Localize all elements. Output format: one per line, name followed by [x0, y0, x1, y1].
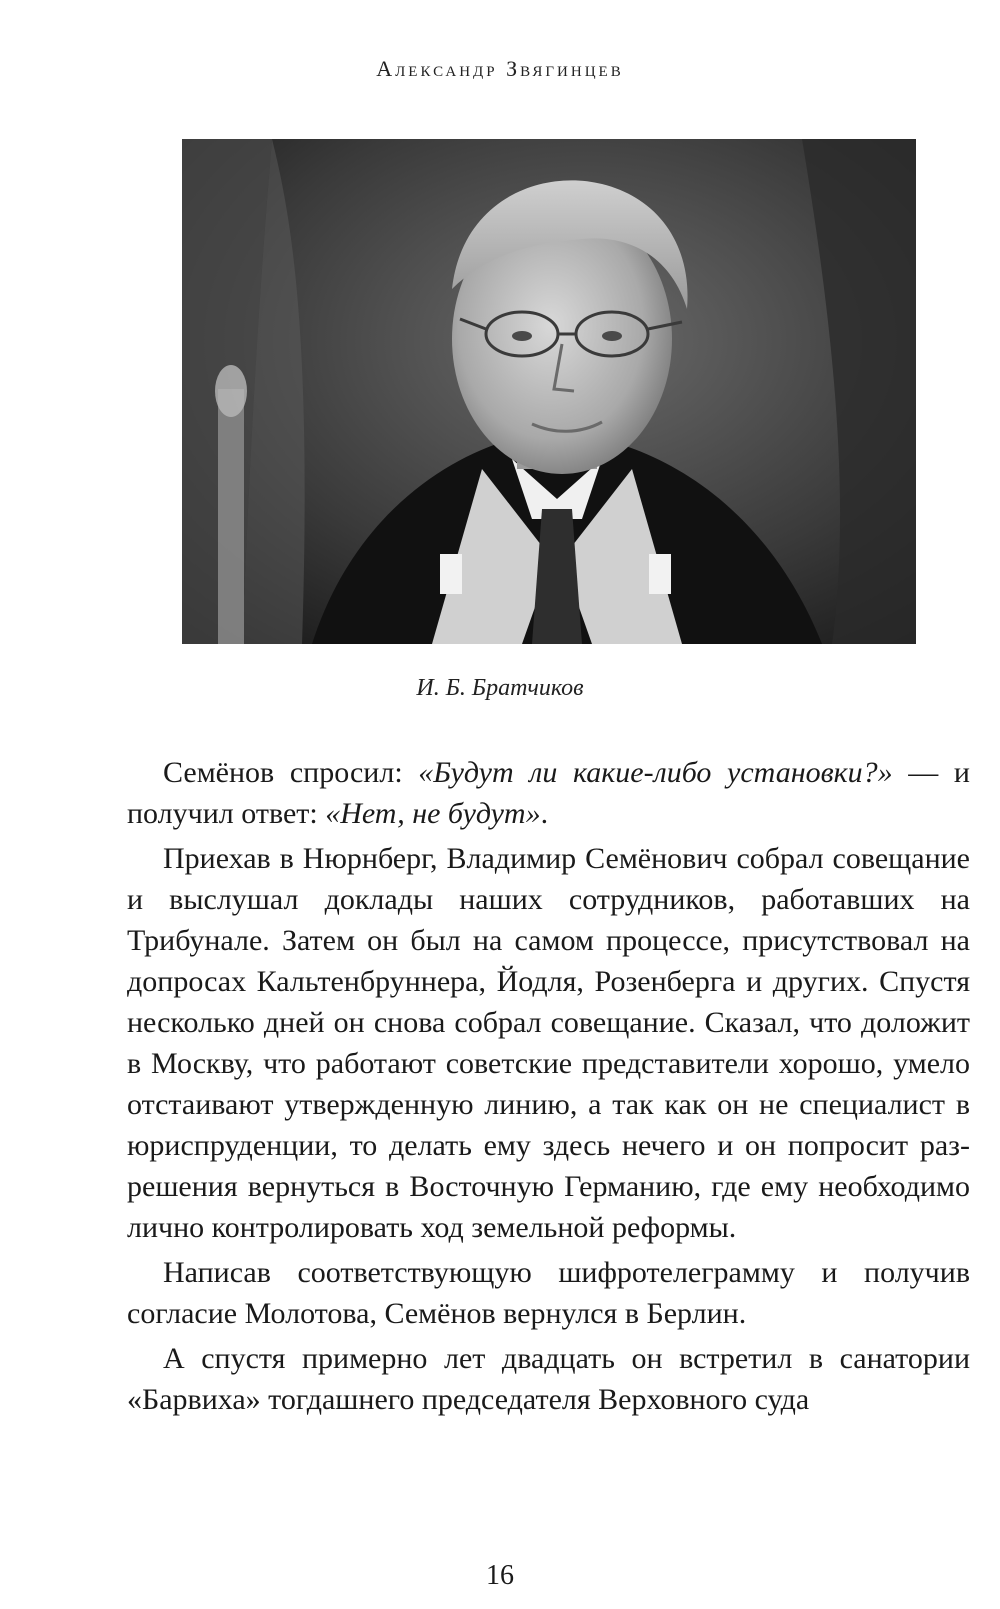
running-head: Александр Звягинцев: [376, 56, 624, 81]
portrait-photo: [182, 139, 916, 644]
paragraph-1: [127, 752, 970, 834]
body-text: [127, 752, 970, 1424]
paragraph-3: Написав соответствующую шифротелеграмму и получив согласие Молотова, Семёнов вернулся в Берлин.: [127, 1256, 970, 1330]
paragraph-1-text-c: .: [540, 797, 549, 830]
page-number: 16: [486, 1560, 514, 1591]
paragraph-1-quote-b: «Нет, не будут»: [325, 797, 541, 830]
paragraph-1-text-a: Семёнов спросил:: [163, 756, 419, 789]
paragraph-4: А спустя примерно лет двадцать он встретил в санатории «Барвиха» тогдашнего председателя Верховного суда: [127, 1342, 970, 1416]
paragraph-1-text-b: — и получил ответ:: [127, 756, 970, 830]
paragraph-1-quote-a: «Будут ли какие-либо установки?»: [418, 756, 893, 789]
photo-caption: И. Б. Братчиков: [416, 675, 584, 701]
portrait-illustration: [182, 139, 916, 644]
paragraph-2: Приехав в Нюрнберг, Владимир Семёнович собрал совещание и выслушал доклады наших сотрудников, работавших на Трибунале. Затем он был на самом процессе, присутствовал на допросах Кальтенбруннера, Йодля, Розенберга и других. Спустя несколько дней он снова собрал совещание. Сказал, что доложит в Москву, что работают советские представители хорошо, умело отстаивают утвержденную линию, а так как он не специалист в юриспруденции, то делать ему здесь нечего и он попросит разрешения вернуться в Восточную Германию, где ему необходимо лично контролировать ход земельной реформы.: [127, 842, 970, 1244]
